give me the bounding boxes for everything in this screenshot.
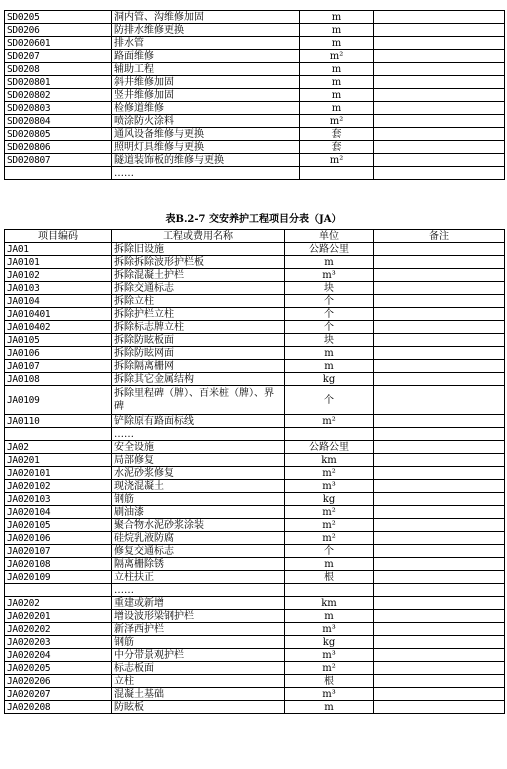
unit-cell: m	[285, 347, 374, 360]
table-row	[5, 467, 505, 480]
unit-cell	[285, 584, 374, 597]
name-cell: 安全设施	[112, 441, 285, 454]
unit-cell: 个	[285, 386, 374, 415]
table-row	[5, 519, 505, 532]
name-cell: 立柱	[112, 675, 285, 688]
code-cell: JA0110	[5, 415, 112, 428]
name-cell: 照明灯具维修与更换	[112, 141, 300, 154]
name-cell: 拆除里程碑（牌）、百米桩（牌）、界碑	[112, 386, 285, 415]
note-cell	[374, 269, 505, 282]
unit-cell: m³	[285, 688, 374, 701]
unit-cell: 个	[285, 308, 374, 321]
table-row	[5, 243, 505, 256]
unit-cell: m²	[300, 154, 374, 167]
code-cell: JA0104	[5, 295, 112, 308]
table-row	[5, 558, 505, 571]
code-cell: JA0105	[5, 334, 112, 347]
table-row	[5, 597, 505, 610]
table-row	[5, 102, 505, 115]
unit-cell: kg	[285, 373, 374, 386]
note-cell	[374, 282, 505, 295]
note-cell	[374, 11, 505, 24]
name-cell: 拆除其它金属结构	[112, 373, 285, 386]
name-cell: 拆除隔离栅网	[112, 360, 285, 373]
unit-cell: m³	[285, 623, 374, 636]
header-row	[5, 230, 505, 243]
note-cell	[374, 256, 505, 269]
unit-cell: m	[300, 89, 374, 102]
note-cell	[374, 662, 505, 675]
code-cell: JA020206	[5, 675, 112, 688]
unit-cell	[300, 167, 374, 180]
name-cell: 竖井维修加固	[112, 89, 300, 102]
note-cell	[374, 89, 505, 102]
table-row	[5, 37, 505, 50]
name-cell: 隔离栅除锈	[112, 558, 285, 571]
name-cell: 拆除拆除波形护栏板	[112, 256, 285, 269]
table-row	[5, 428, 505, 441]
unit-cell: m²	[285, 519, 374, 532]
code-cell: JA020204	[5, 649, 112, 662]
unit-cell: m	[285, 360, 374, 373]
unit-cell: 根	[285, 675, 374, 688]
code-cell: JA02	[5, 441, 112, 454]
name-cell: 拆除标志牌立柱	[112, 321, 285, 334]
table-row	[5, 454, 505, 467]
note-cell	[374, 493, 505, 506]
name-cell: 新泽西护栏	[112, 623, 285, 636]
unit-cell: m²	[285, 467, 374, 480]
table-row	[5, 321, 505, 334]
table-row	[5, 623, 505, 636]
unit-cell: m²	[300, 115, 374, 128]
code-cell: JA0108	[5, 373, 112, 386]
table-row	[5, 480, 505, 493]
name-cell: 现浇混凝土	[112, 480, 285, 493]
table-row	[5, 360, 505, 373]
code-cell	[5, 167, 112, 180]
table-row	[5, 89, 505, 102]
unit-cell: m	[300, 102, 374, 115]
unit-cell: m³	[285, 480, 374, 493]
note-cell	[374, 428, 505, 441]
table-row	[5, 128, 505, 141]
name-cell: 中分带景观护栏	[112, 649, 285, 662]
name-cell: 拆除立柱	[112, 295, 285, 308]
unit-cell: 块	[285, 282, 374, 295]
code-cell: JA020103	[5, 493, 112, 506]
table-row	[5, 141, 505, 154]
code-cell: JA020208	[5, 701, 112, 714]
unit-cell: m	[300, 11, 374, 24]
name-cell: 聚合物水泥砂浆涂装	[112, 519, 285, 532]
code-cell: SD020804	[5, 115, 112, 128]
name-cell: 拆除防眩板面	[112, 334, 285, 347]
code-cell	[5, 584, 112, 597]
name-cell: 修复交通标志	[112, 545, 285, 558]
code-cell: JA0109	[5, 386, 112, 415]
code-cell: JA010401	[5, 308, 112, 321]
unit-cell: 块	[285, 334, 374, 347]
note-cell	[374, 37, 505, 50]
code-cell: SD020806	[5, 141, 112, 154]
unit-cell: 根	[285, 571, 374, 584]
name-cell: 隧道装饰板的维修与更换	[112, 154, 300, 167]
unit-cell: 套	[300, 141, 374, 154]
unit-cell: m²	[285, 532, 374, 545]
code-cell: JA010402	[5, 321, 112, 334]
code-cell: JA020102	[5, 480, 112, 493]
header-code: 项目编码	[5, 230, 112, 243]
name-cell: 立柱扶正	[112, 571, 285, 584]
note-cell	[374, 467, 505, 480]
code-cell: JA020109	[5, 571, 112, 584]
note-cell	[374, 480, 505, 493]
note-cell	[374, 701, 505, 714]
note-cell	[374, 571, 505, 584]
unit-cell: m	[300, 37, 374, 50]
name-cell: 斜井维修加固	[112, 76, 300, 89]
main-table	[4, 229, 505, 714]
code-cell: JA0103	[5, 282, 112, 295]
note-cell	[374, 24, 505, 37]
table-row	[5, 649, 505, 662]
code-cell: JA020108	[5, 558, 112, 571]
main-table-body	[5, 243, 505, 714]
note-cell	[374, 675, 505, 688]
code-cell: JA020104	[5, 506, 112, 519]
name-cell: 防排水维修更换	[112, 24, 300, 37]
note-cell	[374, 360, 505, 373]
name-cell: 拆除交通标志	[112, 282, 285, 295]
table-row	[5, 24, 505, 37]
table-row	[5, 688, 505, 701]
table-row	[5, 493, 505, 506]
unit-cell: 公路公里	[285, 441, 374, 454]
note-cell	[374, 688, 505, 701]
unit-cell: 公路公里	[285, 243, 374, 256]
code-cell: JA020101	[5, 467, 112, 480]
unit-cell: m³	[285, 649, 374, 662]
name-cell: 混凝土基础	[112, 688, 285, 701]
table-row	[5, 441, 505, 454]
note-cell	[374, 115, 505, 128]
header-note: 备注	[374, 230, 505, 243]
note-cell	[374, 649, 505, 662]
unit-cell: 个	[285, 321, 374, 334]
code-cell: JA0202	[5, 597, 112, 610]
header-name: 工程或费用名称	[112, 230, 285, 243]
code-cell: SD0208	[5, 63, 112, 76]
table-row	[5, 701, 505, 714]
note-cell	[374, 597, 505, 610]
name-cell: 拆除防眩网面	[112, 347, 285, 360]
name-cell: 水泥砂浆修复	[112, 467, 285, 480]
code-cell: JA020107	[5, 545, 112, 558]
code-cell: SD020807	[5, 154, 112, 167]
table-row	[5, 308, 505, 321]
table-row	[5, 610, 505, 623]
note-cell	[374, 128, 505, 141]
note-cell	[374, 532, 505, 545]
unit-cell: m	[285, 256, 374, 269]
note-cell	[374, 50, 505, 63]
note-cell	[374, 415, 505, 428]
note-cell	[374, 321, 505, 334]
table-row	[5, 545, 505, 558]
note-cell	[374, 347, 505, 360]
table-row	[5, 63, 505, 76]
note-cell	[374, 154, 505, 167]
name-cell: 铲除原有路面标线	[112, 415, 285, 428]
note-cell	[374, 454, 505, 467]
name-cell: 防眩板	[112, 701, 285, 714]
note-cell	[374, 308, 505, 321]
code-cell: SD020601	[5, 37, 112, 50]
table-row	[5, 532, 505, 545]
note-cell	[374, 519, 505, 532]
note-cell	[374, 334, 505, 347]
code-cell: JA020205	[5, 662, 112, 675]
table-row	[5, 154, 505, 167]
name-cell: ……	[112, 584, 285, 597]
table-row	[5, 662, 505, 675]
top-table	[4, 10, 505, 180]
name-cell: 标志板面	[112, 662, 285, 675]
unit-cell: kg	[285, 493, 374, 506]
note-cell	[374, 610, 505, 623]
note-cell	[374, 623, 505, 636]
unit-cell: m	[285, 558, 374, 571]
table-row	[5, 506, 505, 519]
note-cell	[374, 243, 505, 256]
note-cell	[374, 506, 505, 519]
table-row	[5, 334, 505, 347]
table-row	[5, 256, 505, 269]
name-cell: 重建或新增	[112, 597, 285, 610]
unit-cell: m	[300, 76, 374, 89]
code-cell: SD020801	[5, 76, 112, 89]
code-cell: SD0206	[5, 24, 112, 37]
name-cell: 局部修复	[112, 454, 285, 467]
name-cell: 拆除护栏立柱	[112, 308, 285, 321]
name-cell: 辅助工程	[112, 63, 300, 76]
unit-cell: 个	[285, 295, 374, 308]
name-cell: 通风设备维修与更换	[112, 128, 300, 141]
unit-cell: km	[285, 597, 374, 610]
code-cell: JA0107	[5, 360, 112, 373]
name-cell: 拆除混凝土护栏	[112, 269, 285, 282]
unit-cell: m²	[300, 50, 374, 63]
table-row	[5, 269, 505, 282]
name-cell: ……	[112, 428, 285, 441]
unit-cell: m³	[285, 269, 374, 282]
table-row	[5, 76, 505, 89]
unit-cell: m²	[285, 506, 374, 519]
name-cell: 硅烷乳液防腐	[112, 532, 285, 545]
table-row	[5, 386, 505, 415]
code-cell: JA01	[5, 243, 112, 256]
name-cell: 拆除旧设施	[112, 243, 285, 256]
name-cell: 钢筋	[112, 493, 285, 506]
note-cell	[374, 558, 505, 571]
note-cell	[374, 373, 505, 386]
table-row	[5, 115, 505, 128]
note-cell	[374, 386, 505, 415]
name-cell: 喷涂防火涂料	[112, 115, 300, 128]
note-cell	[374, 295, 505, 308]
unit-cell: m	[285, 701, 374, 714]
unit-cell: km	[285, 454, 374, 467]
unit-cell: m²	[285, 415, 374, 428]
code-cell: SD020805	[5, 128, 112, 141]
table-row	[5, 167, 505, 180]
note-cell	[374, 63, 505, 76]
unit-cell: kg	[285, 636, 374, 649]
note-cell	[374, 584, 505, 597]
code-cell	[5, 428, 112, 441]
note-cell	[374, 545, 505, 558]
code-cell: JA020106	[5, 532, 112, 545]
code-cell: SD0205	[5, 11, 112, 24]
code-cell: SD020802	[5, 89, 112, 102]
table-row	[5, 373, 505, 386]
note-cell	[374, 141, 505, 154]
note-cell	[374, 167, 505, 180]
note-cell	[374, 636, 505, 649]
table-row	[5, 347, 505, 360]
unit-cell: 套	[300, 128, 374, 141]
code-cell: JA020202	[5, 623, 112, 636]
unit-cell: m	[300, 24, 374, 37]
table-row	[5, 295, 505, 308]
name-cell: 钢筋	[112, 636, 285, 649]
table-caption: 表B.2-7 交安养护工程项目分表（JA）	[165, 214, 342, 225]
name-cell: 洞内管、沟维修加固	[112, 11, 300, 24]
code-cell: JA0201	[5, 454, 112, 467]
table-row	[5, 571, 505, 584]
code-cell: JA0101	[5, 256, 112, 269]
note-cell	[374, 102, 505, 115]
code-cell: JA0106	[5, 347, 112, 360]
note-cell	[374, 76, 505, 89]
code-cell: JA020105	[5, 519, 112, 532]
table-row	[5, 584, 505, 597]
name-cell: ……	[112, 167, 300, 180]
unit-cell	[285, 428, 374, 441]
code-cell: JA0102	[5, 269, 112, 282]
code-cell: SD0207	[5, 50, 112, 63]
name-cell: 路面维修	[112, 50, 300, 63]
unit-cell: m	[285, 610, 374, 623]
header-unit: 单位	[285, 230, 374, 243]
code-cell: SD020803	[5, 102, 112, 115]
table-row	[5, 675, 505, 688]
table-row	[5, 50, 505, 63]
unit-cell: m²	[285, 662, 374, 675]
unit-cell: m	[300, 63, 374, 76]
unit-cell: 个	[285, 545, 374, 558]
code-cell: JA020207	[5, 688, 112, 701]
name-cell: 增设波形梁钢护栏	[112, 610, 285, 623]
code-cell: JA020203	[5, 636, 112, 649]
table-row	[5, 282, 505, 295]
top-table-body	[5, 11, 505, 180]
table-row	[5, 11, 505, 24]
name-cell: 检修道维修	[112, 102, 300, 115]
name-cell: 刷油漆	[112, 506, 285, 519]
table-row	[5, 636, 505, 649]
code-cell: JA020201	[5, 610, 112, 623]
name-cell: 排水管	[112, 37, 300, 50]
note-cell	[374, 441, 505, 454]
table-row	[5, 415, 505, 428]
